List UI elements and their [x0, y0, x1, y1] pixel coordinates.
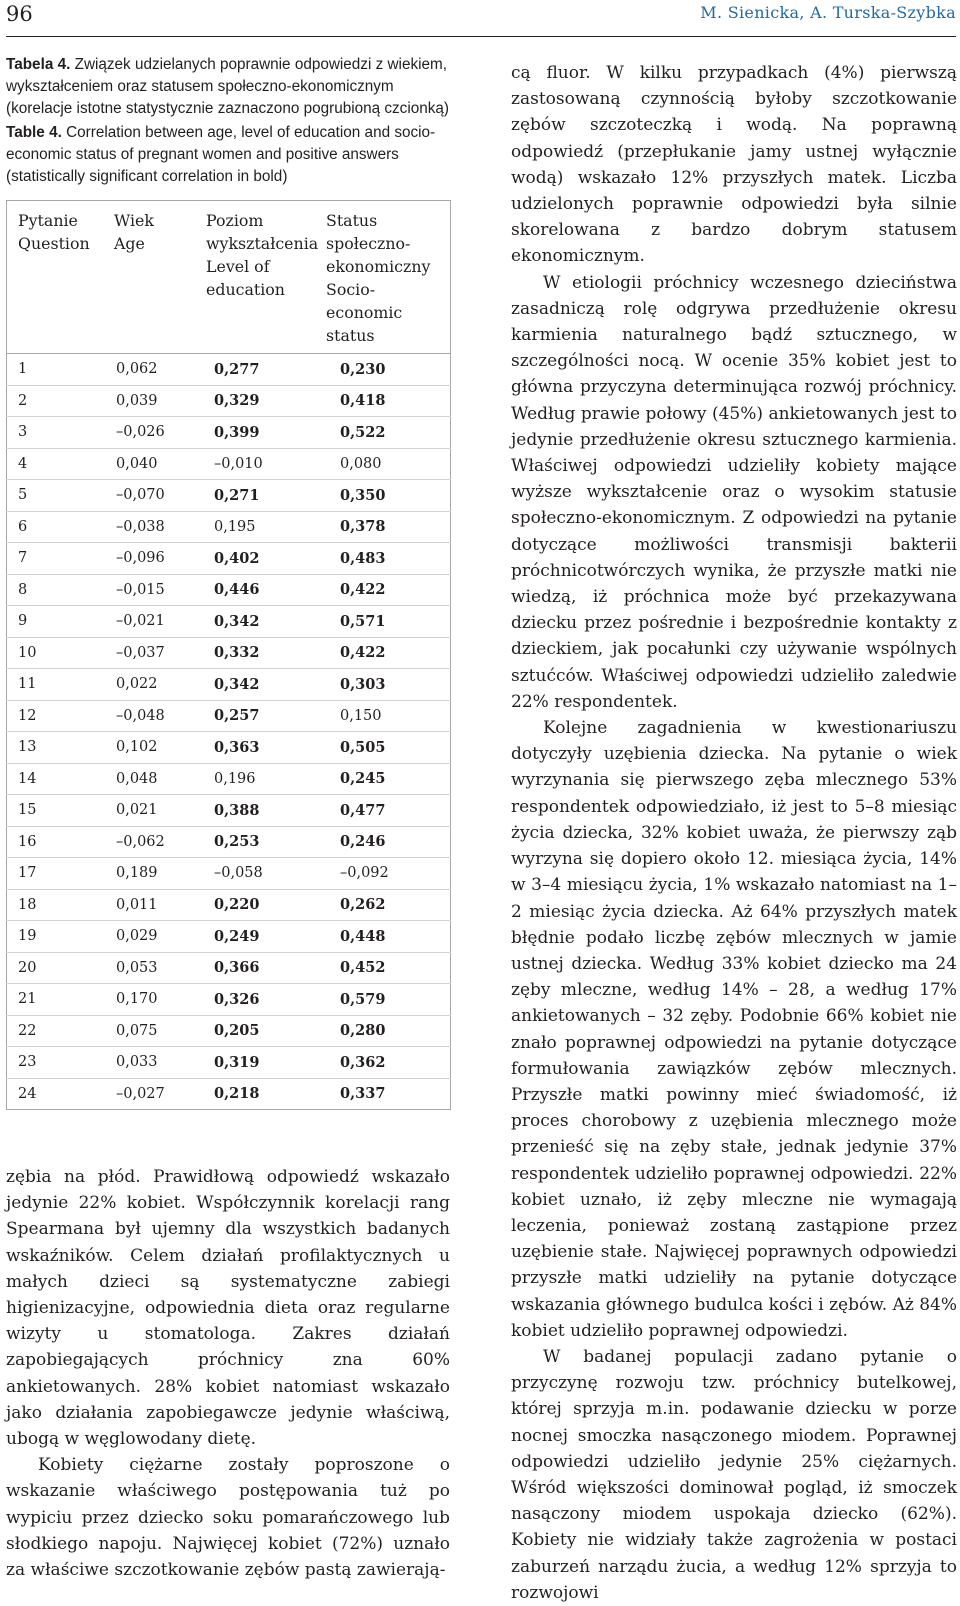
- table-row: [7, 858, 451, 890]
- cell-socioeconomic: 0,505: [326, 732, 451, 764]
- cell-age: –0,096: [114, 543, 206, 575]
- table-row: [7, 1078, 451, 1110]
- cell-education: 0,402: [206, 543, 326, 575]
- cell-education: 0,253: [206, 826, 326, 858]
- cell-age: 0,102: [114, 732, 206, 764]
- cell-question: 24: [7, 1078, 115, 1110]
- cell-education: 0,220: [206, 889, 326, 921]
- cell-age: 0,170: [114, 984, 206, 1016]
- table-row: [7, 385, 451, 417]
- cell-socioeconomic: 0,080: [326, 448, 451, 480]
- header-rule: [6, 36, 956, 37]
- cell-age: 0,029: [114, 921, 206, 953]
- cell-age: –0,015: [114, 574, 206, 606]
- cell-education: 0,195: [206, 511, 326, 543]
- cell-question: 18: [7, 889, 115, 921]
- cell-question: 23: [7, 1047, 115, 1079]
- cell-education: 0,205: [206, 1015, 326, 1047]
- table-row: [7, 984, 451, 1016]
- cell-question: 1: [7, 354, 115, 386]
- body-paragraph: Kobiety ciężarne zostały poproszone o wskazanie właściwego postępowania tuż po wypiciu przez dziecko soku pomarańczowego lub słodkiego napoju. Najwięcej kobiet (72%) uznało za właściwe szczotkowanie zębów pastą zawierają-: [6, 1455, 450, 1581]
- right-body-text: [511, 60, 957, 1606]
- cell-education: 0,399: [206, 417, 326, 449]
- cell-education: 0,363: [206, 732, 326, 764]
- cell-question: 14: [7, 763, 115, 795]
- table-row: [7, 574, 451, 606]
- cell-socioeconomic: 0,483: [326, 543, 451, 575]
- table-row: [7, 511, 451, 543]
- header-socioeconomic-pl: Status społeczno-ekonomiczny: [326, 211, 431, 276]
- cell-socioeconomic: 0,422: [326, 637, 451, 669]
- cell-question: 6: [7, 511, 115, 543]
- cell-education: 0,249: [206, 921, 326, 953]
- cell-socioeconomic: 0,150: [326, 700, 451, 732]
- page-number: 96: [6, 2, 33, 26]
- table-body: [7, 354, 451, 1110]
- cell-question: 12: [7, 700, 115, 732]
- cell-socioeconomic: 0,262: [326, 889, 451, 921]
- cell-age: 0,075: [114, 1015, 206, 1047]
- header-age-en: Age: [114, 234, 145, 253]
- cell-age: –0,026: [114, 417, 206, 449]
- header-socioeconomic: [326, 201, 451, 354]
- header-education-en: Level of education: [206, 257, 285, 299]
- table-row: [7, 700, 451, 732]
- caption-pl-text: Związek udzielanych poprawnie odpowiedzi z wiekiem, wykształceniem oraz statusem społeczno-ekonomicznym (korelacje istotne statystycznie zaznaczono pogrubioną czcionką): [6, 56, 449, 117]
- body-paragraph: W badanej populacji zadano pytanie o przyczynę rozwoju tzw. próchnicy butelkowej, której sprzyja m.in. podawanie dziecku w porze nocnej smoczka nasączonego miodem. Poprawnej odpowiedzi udzieliło jedynie 25% ciężarnych. Wśród większości dominował pogląd, iż smoczek nasączony miodem uspokaja dziecko (62%). Kobiety nie widziały także zagrożenia w postaci zaburzeń narządu żucia, a według 12% sprzyja to rozwojowi: [511, 1346, 957, 1603]
- table-row: [7, 417, 451, 449]
- cell-age: –0,070: [114, 480, 206, 512]
- cell-age: –0,062: [114, 826, 206, 858]
- caption-en-label: Table 4.: [6, 124, 62, 141]
- cell-socioeconomic: 0,378: [326, 511, 451, 543]
- cell-age: 0,053: [114, 952, 206, 984]
- cell-age: 0,022: [114, 669, 206, 701]
- cell-socioeconomic: 0,337: [326, 1078, 451, 1110]
- table-row: [7, 1015, 451, 1047]
- body-paragraph: zębia na płód. Prawidłową odpowiedź wskazało jedynie 22% kobiet. Współczynnik korelacji rang Spearmana był ujemny dla wszystkich badanych wskaźników. Celem działań profilaktycznych u małych dzieci są systematyczne zabiegi higienizacyjne, odpowiednia dieta oraz regularne wizyty u stomatologa. Zakres działań zapobiegających próchnicy zna 60% ankietowanych. 28% kobiet natomiast wskazało jako działania zapobiegawcze jedynie właściwą, ubogą w węglowodany dietę.: [6, 1167, 450, 1450]
- table-row: [7, 952, 451, 984]
- body-paragraph: cą fluor. W kilku przypadkach (4%) pierwszą zastosowaną czynnością byłoby szczotkowanie zębów szczoteczką i wodą. Na poprawną odpowiedź (przepłukanie jamy ustnej wyłącznie wodą) wskazało 12% przyszłych matek. Liczba udzielonych poprawnie odpowiedzi była silnie skorelowana z bardzo dobrym statusem ekonomicznym.: [511, 63, 957, 267]
- cell-education: 0,388: [206, 795, 326, 827]
- table-row: [7, 889, 451, 921]
- table-row: [7, 732, 451, 764]
- table-caption-pl: [6, 54, 451, 120]
- table-row: [7, 1047, 451, 1079]
- cell-question: 9: [7, 606, 115, 638]
- cell-socioeconomic: 0,280: [326, 1015, 451, 1047]
- cell-age: 0,048: [114, 763, 206, 795]
- cell-socioeconomic: 0,418: [326, 385, 451, 417]
- table-section: [6, 54, 451, 1110]
- cell-question: 20: [7, 952, 115, 984]
- correlation-table: [6, 200, 451, 1110]
- header-socioeconomic-en: Socio-economic status: [326, 280, 403, 345]
- cell-socioeconomic: 0,230: [326, 354, 451, 386]
- cell-education: 0,319: [206, 1047, 326, 1079]
- cell-education: 0,218: [206, 1078, 326, 1110]
- cell-age: –0,021: [114, 606, 206, 638]
- cell-education: 0,277: [206, 354, 326, 386]
- cell-age: 0,011: [114, 889, 206, 921]
- cell-question: 21: [7, 984, 115, 1016]
- cell-age: 0,021: [114, 795, 206, 827]
- table-header-row: [7, 201, 451, 354]
- table-row: [7, 480, 451, 512]
- cell-education: 0,366: [206, 952, 326, 984]
- cell-question: 4: [7, 448, 115, 480]
- cell-socioeconomic: 0,571: [326, 606, 451, 638]
- table-caption-en: [6, 122, 451, 188]
- cell-age: 0,040: [114, 448, 206, 480]
- header-question-en: Question: [18, 234, 90, 253]
- cell-socioeconomic: 0,362: [326, 1047, 451, 1079]
- cell-socioeconomic: 0,303: [326, 669, 451, 701]
- cell-socioeconomic: –0,092: [326, 858, 451, 890]
- body-paragraph: W etiologii próchnicy wczesnego dzieciństwa zasadniczą rolę odgrywa przedłużenie okresu karmienia naturalnego bądź sztucznego, w szczególności nocą. W ocenie 35% kobiet jest to główna przyczyna determinująca rozwój próchnicy. Według prawie połowy (45%) ankietowanych jest to jedynie przedłużenie okresu sztucznego karmienia. Właściwej odpowiedzi udzieliły kobiety mające wyższe wykształcenie oraz o wysokim statusie społeczno-ekonomicznym. Z odpowiedzi na pytanie dotyczące możliwości transmisji bakterii próchnicotwórczych wynika, że przyszłe matki nie wiedzą, iż próchnica może być przekazywana dziecku przez pośrednie i bezpośrednie kontakty z dzieckiem, jak pocałunki czy używanie wspólnych sztućców. Właściwej odpowiedzi udzieliło zaledwie 22% respondentek.: [511, 272, 957, 712]
- cell-age: 0,039: [114, 385, 206, 417]
- cell-question: 2: [7, 385, 115, 417]
- header-age: [114, 201, 206, 354]
- cell-age: –0,037: [114, 637, 206, 669]
- caption-pl-label: Tabela 4.: [6, 56, 71, 73]
- cell-socioeconomic: 0,477: [326, 795, 451, 827]
- cell-age: –0,027: [114, 1078, 206, 1110]
- cell-question: 19: [7, 921, 115, 953]
- table-row: [7, 637, 451, 669]
- cell-question: 11: [7, 669, 115, 701]
- header-question: [7, 201, 115, 354]
- cell-socioeconomic: 0,246: [326, 826, 451, 858]
- cell-socioeconomic: 0,522: [326, 417, 451, 449]
- caption-en-text: Correlation between age, level of education and socio-economic status of pregnant women and positive answers (statistically significant correlation in bold): [6, 124, 436, 185]
- cell-age: –0,038: [114, 511, 206, 543]
- cell-question: 5: [7, 480, 115, 512]
- header-age-pl: Wiek: [114, 211, 154, 230]
- cell-age: 0,033: [114, 1047, 206, 1079]
- table-row: [7, 606, 451, 638]
- header-education: [206, 201, 326, 354]
- cell-socioeconomic: 0,422: [326, 574, 451, 606]
- table-row: [7, 763, 451, 795]
- cell-education: 0,271: [206, 480, 326, 512]
- left-body-text: [6, 1164, 450, 1583]
- table-row: [7, 921, 451, 953]
- table-row: [7, 543, 451, 575]
- table-row: [7, 795, 451, 827]
- cell-question: 7: [7, 543, 115, 575]
- cell-question: 10: [7, 637, 115, 669]
- cell-education: 0,342: [206, 606, 326, 638]
- cell-education: 0,196: [206, 763, 326, 795]
- cell-education: –0,058: [206, 858, 326, 890]
- table-row: [7, 354, 451, 386]
- cell-education: 0,332: [206, 637, 326, 669]
- table-row: [7, 826, 451, 858]
- cell-age: –0,048: [114, 700, 206, 732]
- cell-question: 15: [7, 795, 115, 827]
- cell-age: 0,189: [114, 858, 206, 890]
- table-row: [7, 448, 451, 480]
- cell-education: –0,010: [206, 448, 326, 480]
- cell-education: 0,329: [206, 385, 326, 417]
- cell-education: 0,326: [206, 984, 326, 1016]
- cell-education: 0,342: [206, 669, 326, 701]
- cell-question: 8: [7, 574, 115, 606]
- table-row: [7, 669, 451, 701]
- cell-socioeconomic: 0,452: [326, 952, 451, 984]
- cell-question: 17: [7, 858, 115, 890]
- header-education-pl: Poziom wykształcenia: [206, 211, 319, 253]
- cell-question: 22: [7, 1015, 115, 1047]
- cell-question: 3: [7, 417, 115, 449]
- header-question-pl: Pytanie: [18, 211, 78, 230]
- cell-socioeconomic: 0,448: [326, 921, 451, 953]
- cell-question: 13: [7, 732, 115, 764]
- cell-question: 16: [7, 826, 115, 858]
- cell-education: 0,257: [206, 700, 326, 732]
- body-paragraph: Kolejne zagadnienia w kwestionariuszu dotyczyły uzębienia dziecka. Na pytanie o wiek wyrzynania się pierwszego zęba mlecznego 53% respondentek odpowiedziało, iż jest to 5–8 miesiąc życia dziecka, 32% kobiet uważa, że pierwszy ząb wyrzyna się dopiero około 12. miesiąca życia, 14% w 3–4 miesiącu życia, 1% wskazało natomiast na 1–2 miesiąc życia dziecka. Aż 64% przyszłych matek błędnie podało liczbę zębów mlecznych w jamie ustnej dziecka. Według 33% kobiet dziecko ma 24 zęby mleczne, według 14% – 28, a według 17% ankietowanych – 32 zęby. Podobnie 66% kobiet nie znało poprawnej odpowiedzi na pytanie dotyczące formułowania zawiązków zębów mlecznych. Przyszłe matki powinny mieć świadomość, iż proces chorobowy z uzębienia mlecznego może przenieść się na zęby stałe, jednak jedynie 37% respondentek udzieliło poprawnej odpowiedzi. 22% kobiet uznało, iż zęby mleczne nie wymagają leczenia, ponieważ zostaną zastąpione przez uzębienie stałe. Najwięcej poprawnych odpowiedzi przyszłe matki udzieliły na pytanie dotyczące wskazania głównego budulca kości i zębów. Aż 84% kobiet udzieliło poprawnej odpowiedzi.: [511, 718, 957, 1341]
- cell-socioeconomic: 0,579: [326, 984, 451, 1016]
- cell-socioeconomic: 0,350: [326, 480, 451, 512]
- cell-age: 0,062: [114, 354, 206, 386]
- running-head: M. Sienicka, A. Turska-Szybka: [700, 3, 956, 22]
- cell-education: 0,446: [206, 574, 326, 606]
- cell-socioeconomic: 0,245: [326, 763, 451, 795]
